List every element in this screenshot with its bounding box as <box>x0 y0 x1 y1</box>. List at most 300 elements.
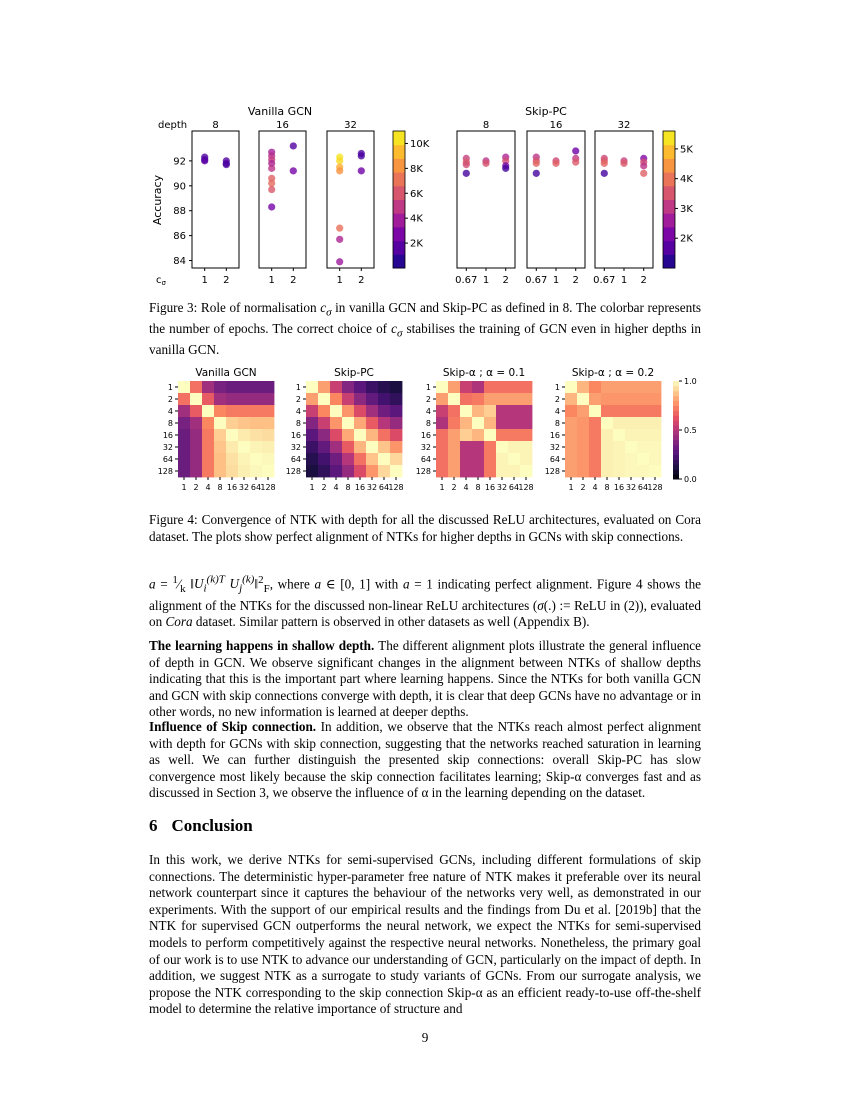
x-tick-label: 2 <box>193 483 199 492</box>
heatmap-cell <box>496 417 508 429</box>
facet-frame <box>595 131 653 268</box>
x-tick-label: 16 <box>613 483 625 492</box>
heatmap-cell <box>262 465 274 477</box>
heatmap-cell <box>178 453 190 465</box>
y-tick-label: 64 <box>162 455 173 464</box>
heatmap-cell <box>250 453 262 465</box>
heatmap-cell <box>601 441 613 453</box>
x-tick-label: 4 <box>333 483 339 492</box>
heatmap-cell <box>190 405 202 417</box>
x-tick-label: 128 <box>518 483 534 492</box>
heatmap-cell <box>318 381 330 393</box>
heatmap-cell <box>378 393 390 405</box>
heatmap-cell <box>190 441 202 453</box>
heatmap-cell <box>484 453 496 465</box>
colorbar-step <box>673 455 679 460</box>
heatmap-cell <box>214 405 226 417</box>
heatmap-cell <box>318 417 330 429</box>
heatmap-cell <box>202 441 214 453</box>
heatmap-cell <box>318 429 330 441</box>
heatmap-cell <box>178 405 190 417</box>
heatmap-cell <box>649 465 661 477</box>
heatmap-cell <box>214 441 226 453</box>
heatmap-cell <box>649 441 661 453</box>
heatmap-cell <box>436 417 448 429</box>
colorbar-step <box>673 386 679 391</box>
heatmap-cell <box>238 381 250 393</box>
heatmap-cell <box>601 465 613 477</box>
heatmap-cell <box>484 393 496 405</box>
x-tick-label: 64 <box>250 483 262 492</box>
heatmap-cell <box>448 417 460 429</box>
colorbar-step <box>663 131 675 145</box>
x-tick-label: 1 <box>201 275 208 286</box>
colorbar-step <box>673 474 679 479</box>
y-tick-label: 86 <box>173 231 186 243</box>
heatmap-cell <box>496 429 508 441</box>
x-tick-label: 8 <box>217 483 223 492</box>
heatmap-cell <box>637 453 649 465</box>
colorbar-step <box>393 213 405 227</box>
heatmap-cell <box>214 381 226 393</box>
x-tick-label: 1 <box>439 483 445 492</box>
heatmap-cell <box>366 405 378 417</box>
heatmap-cell <box>436 453 448 465</box>
colorbar-step <box>673 391 679 396</box>
heatmap-cell <box>390 441 402 453</box>
heatmap-cell <box>484 441 496 453</box>
y-tick-label: 1 <box>167 383 173 392</box>
heatmap-cell <box>448 381 460 393</box>
heatmap-cell <box>637 441 649 453</box>
heatmap-cell <box>577 417 589 429</box>
data-point <box>572 147 579 154</box>
heatmap-cell <box>238 393 250 405</box>
heatmap-cell <box>625 393 637 405</box>
heatmap-cell <box>226 429 238 441</box>
heatmap-cell <box>472 453 484 465</box>
heatmap-cell <box>226 465 238 477</box>
paragraph-skip-connection <box>149 719 701 802</box>
heatmap-cell <box>306 429 318 441</box>
data-point <box>601 160 608 167</box>
heatmap-cell <box>472 429 484 441</box>
heatmap-cell <box>378 429 390 441</box>
facet-frame <box>259 131 306 268</box>
y-tick-label: 32 <box>162 443 173 452</box>
data-point <box>620 160 627 167</box>
colorbar-step <box>673 450 679 455</box>
colorbar-step <box>393 186 405 200</box>
heatmap-cell <box>589 453 601 465</box>
heatmap-cell <box>436 441 448 453</box>
heatmap-cell <box>202 453 214 465</box>
heatmap-cell <box>318 453 330 465</box>
heatmap-cell <box>306 405 318 417</box>
heatmap-cell <box>508 453 520 465</box>
section-title: Conclusion <box>171 816 253 835</box>
heatmap-cell <box>306 465 318 477</box>
heatmap-cell <box>577 405 589 417</box>
row-label: depth <box>158 120 188 131</box>
x-tick-label: 2 <box>580 483 586 492</box>
heatmap-title: Skip-α ; α = 0.2 <box>571 367 655 379</box>
heatmap-cell <box>354 453 366 465</box>
facet-depth-label: 8 <box>212 120 219 131</box>
heatmap-cell <box>214 453 226 465</box>
heatmap-cell <box>354 405 366 417</box>
heatmap-cell <box>649 405 661 417</box>
heatmap-cell <box>306 453 318 465</box>
heatmap-cell <box>306 417 318 429</box>
heatmap-title: Skip-PC <box>334 367 374 379</box>
data-point <box>533 170 540 177</box>
heatmap-cell <box>448 465 460 477</box>
data-point <box>640 170 647 177</box>
colorbar-step <box>673 425 679 430</box>
heatmap-cell <box>589 405 601 417</box>
heatmap-cell <box>190 429 202 441</box>
colorbar-step <box>663 227 675 241</box>
colorbar-tick-label: 5K <box>680 144 693 156</box>
heatmap-cell <box>613 393 625 405</box>
heatmap-cell <box>565 405 577 417</box>
heatmap-cell <box>460 381 472 393</box>
heatmap-cell <box>342 393 354 405</box>
paragraph-conclusion: In this work, we derive NTKs for semi-supervised GCNs, including different formulations of skip connections. The deterministic hyper-parameter free nature of NTK makes it preferable over its neural network counterpart since it captures the behaviour of the networks very well, as demonstrated in our experiments. With the support of our empirical results and the findings from Du et al. [2019b] that the NTK for supervised GCN outperforms the neural network, we expect the NTKs for semi-supervised models to perform competitively against the respective neural networks. Nonetheless, the primary goal of our work is to use NTK to advance our understanding of GCN, particularly on the impact of depth. In addition, we suggest NTK as a surrogate to study variants of GCNs. From our surrogate analysis, we propose the NTK corresponding to the skip connection Skip-α as an efficient ready-to-use off-the-shelf model to determine the relative importance of structure and <box>149 852 701 1017</box>
x-tick-label: 16 <box>226 483 238 492</box>
heatmap-cell <box>202 417 214 429</box>
equation-paragraph: $a = ^1⁄_k$ $‖U_i^{(k)T}$ $U_j^{(k)}‖^2_F$, where a ∈ [0, 1] with a = 1 indicating perfect alignment. Figure 4 shows the alignment of the NTKs for the discussed non-linear ReLU architectures (σ(.) := ReLU in (2)), evaluated on Cora dataset. Similar pattern is observed in other datasets as well (Appendix B). <box>149 574 702 630</box>
heatmap-cell <box>520 381 532 393</box>
heatmap-cell <box>238 405 250 417</box>
colorbar-step <box>393 145 405 159</box>
heatmap-cell <box>589 465 601 477</box>
heatmap-cell <box>390 465 402 477</box>
heatmap-cell <box>342 429 354 441</box>
heatmap-cell <box>262 405 274 417</box>
heatmap-cell <box>366 465 378 477</box>
heatmap-cell <box>330 429 342 441</box>
heatmap-cell <box>366 453 378 465</box>
panel-title: Vanilla GCN <box>247 105 313 118</box>
colorbar-step <box>673 420 679 425</box>
colorbar-step <box>663 241 675 255</box>
heatmap-cell <box>262 417 274 429</box>
x-tick-label: 1 <box>181 483 187 492</box>
heatmap-cell <box>378 417 390 429</box>
heatmap-cell <box>354 465 366 477</box>
heatmap-cell <box>460 453 472 465</box>
heatmap-cell <box>496 441 508 453</box>
x-tick-label: 16 <box>354 483 366 492</box>
colorbar-step <box>673 401 679 406</box>
colorbar-step <box>673 445 679 450</box>
y-tick-label: 16 <box>290 431 301 440</box>
heatmap-cell <box>178 381 190 393</box>
x-axis-label: $c_\sigma$ <box>156 275 166 287</box>
x-tick-label: 1 <box>309 483 315 492</box>
heatmap-cell <box>649 453 661 465</box>
x-tick-label: 2 <box>640 275 647 286</box>
colorbar-step <box>673 459 679 464</box>
heatmap-cell <box>330 393 342 405</box>
heatmap-cell <box>577 393 589 405</box>
data-point <box>336 167 343 174</box>
heatmap-cell <box>520 453 532 465</box>
heatmap-cell <box>238 417 250 429</box>
heatmap-cell <box>484 417 496 429</box>
heatmap-cell <box>472 405 484 417</box>
heatmap-cell <box>637 417 649 429</box>
x-tick-label: 2 <box>451 483 457 492</box>
heatmap-cell <box>390 405 402 417</box>
x-tick-label: 1 <box>268 275 275 286</box>
heatmap-cell <box>520 393 532 405</box>
heatmap-cell <box>262 429 274 441</box>
colorbar-tick-label: 2K <box>410 238 423 250</box>
heatmap-cell <box>214 465 226 477</box>
figure-4-caption: Figure 4: Convergence of NTK with depth for all the discussed ReLU architectures, evaluated on Cora dataset. The plots show perfect alignment of NTKs for higher depths in GCNs with skip connections. <box>149 512 701 544</box>
heatmap-cell <box>613 381 625 393</box>
colorbar-step <box>393 158 405 172</box>
heatmap-cell <box>508 381 520 393</box>
heatmap-cell <box>342 465 354 477</box>
heatmap-cell <box>448 429 460 441</box>
y-tick-label: 2 <box>295 395 301 404</box>
data-point <box>463 161 470 168</box>
heatmap-cell <box>366 393 378 405</box>
colorbar-step <box>673 415 679 420</box>
data-point <box>358 167 365 174</box>
colorbar-step <box>393 227 405 241</box>
heatmap-cell <box>589 393 601 405</box>
heatmap-cell <box>250 405 262 417</box>
x-tick-label: 1 <box>620 275 628 286</box>
x-tick-label: 1 <box>336 275 343 286</box>
y-tick-label: 92 <box>173 156 186 168</box>
heatmap-cell <box>448 453 460 465</box>
facet-depth-label: 32 <box>617 120 631 131</box>
heatmap-cell <box>226 441 238 453</box>
heatmap-cell <box>520 465 532 477</box>
heatmap-cell <box>613 465 625 477</box>
heatmap-cell <box>613 429 625 441</box>
figure-4-heatmaps <box>140 362 730 500</box>
x-tick-label: 64 <box>637 483 649 492</box>
y-tick-label: 1 <box>425 383 431 392</box>
heatmap-cell <box>190 381 202 393</box>
heatmap-cell <box>250 417 262 429</box>
colorbar-step <box>393 254 405 268</box>
heatmap-cell <box>601 453 613 465</box>
heatmap-cell <box>378 441 390 453</box>
heatmap-cell <box>625 381 637 393</box>
data-point <box>640 162 647 169</box>
heatmap-cell <box>202 429 214 441</box>
heatmap-cell <box>214 393 226 405</box>
heatmap-cell <box>520 429 532 441</box>
x-tick-label: 1 <box>568 483 574 492</box>
heatmap-cell <box>226 405 238 417</box>
section-heading <box>149 816 267 836</box>
heatmap-cell <box>190 393 202 405</box>
heatmap-cell <box>354 381 366 393</box>
heatmap-cell <box>178 441 190 453</box>
heatmap-cell <box>226 381 238 393</box>
heatmap-cell <box>613 417 625 429</box>
heatmap-cell <box>306 441 318 453</box>
data-point <box>552 160 559 167</box>
y-tick-label: 8 <box>425 419 431 428</box>
heatmap-cell <box>625 417 637 429</box>
heatmap-cell <box>625 405 637 417</box>
data-point <box>358 152 365 159</box>
colorbar-step <box>663 158 675 172</box>
heatmap-cell <box>190 465 202 477</box>
heatmap-cell <box>436 393 448 405</box>
x-tick-label: 2 <box>502 275 509 286</box>
data-point <box>268 186 275 193</box>
y-tick-label: 8 <box>554 419 560 428</box>
heatmap-cell <box>214 429 226 441</box>
x-tick-label: 4 <box>463 483 469 492</box>
heatmap-cell <box>250 429 262 441</box>
heatmap-cell <box>250 381 262 393</box>
heatmap-cell <box>520 441 532 453</box>
y-tick-label: 4 <box>167 407 173 416</box>
y-tick-label: 4 <box>554 407 560 416</box>
heatmap-cell <box>436 465 448 477</box>
data-point <box>268 165 275 172</box>
x-tick-label: 2 <box>223 275 230 286</box>
data-point <box>290 167 297 174</box>
heatmap-cell <box>589 429 601 441</box>
colorbar-step <box>673 464 679 469</box>
colorbar-step <box>393 200 405 214</box>
heatmap-cell <box>460 393 472 405</box>
colorbar-step <box>673 469 679 474</box>
y-tick-label: 8 <box>167 419 173 428</box>
heatmap-cell <box>520 405 532 417</box>
heatmap-title: Skip-α ; α = 0.1 <box>442 367 526 379</box>
heatmap-cell <box>637 393 649 405</box>
colorbar-step <box>673 440 679 445</box>
heatmap-cell <box>565 393 577 405</box>
heatmap-cell <box>601 429 613 441</box>
heatmap-cell <box>342 417 354 429</box>
heatmap-cell <box>577 465 589 477</box>
paragraph-heading: The learning happens in shallow depth. <box>149 638 375 653</box>
y-tick-label: 32 <box>420 443 431 452</box>
colorbar-tick-label: 0.0 <box>684 475 697 484</box>
y-tick-label: 4 <box>425 407 431 416</box>
heatmap-cell <box>342 405 354 417</box>
heatmap-cell <box>436 405 448 417</box>
heatmap-cell <box>496 381 508 393</box>
paragraph-shallow-depth <box>149 638 701 721</box>
data-point <box>502 165 509 172</box>
page-number: 9 <box>421 1030 429 1045</box>
heatmap-cell <box>178 429 190 441</box>
colorbar-step <box>393 241 405 255</box>
heatmap-cell <box>484 429 496 441</box>
heatmap-cell <box>226 393 238 405</box>
heatmap-cell <box>484 381 496 393</box>
y-tick-label: 88 <box>173 206 186 218</box>
y-tick-label: 16 <box>420 431 431 440</box>
x-tick-label: 4 <box>592 483 598 492</box>
heatmap-cell <box>496 405 508 417</box>
heatmap-cell <box>625 453 637 465</box>
heatmap-cell <box>601 393 613 405</box>
x-tick-label: 128 <box>647 483 663 492</box>
x-tick-label: 32 <box>496 483 508 492</box>
figure-3-scatter <box>140 98 730 290</box>
heatmap-cell <box>448 393 460 405</box>
heatmap-cell <box>178 465 190 477</box>
heatmap-cell <box>378 453 390 465</box>
y-tick-label: 64 <box>290 455 301 464</box>
heatmap-cell <box>496 453 508 465</box>
heatmap-cell <box>354 393 366 405</box>
heatmap-cell <box>565 381 577 393</box>
heatmap-cell <box>649 429 661 441</box>
x-tick-label: 0.67 <box>455 275 478 286</box>
colorbar-step <box>393 172 405 186</box>
heatmap-cell <box>390 381 402 393</box>
data-point <box>336 236 343 243</box>
data-point <box>601 170 608 177</box>
heatmap-cell <box>601 417 613 429</box>
heatmap-cell <box>238 453 250 465</box>
facet-depth-label: 16 <box>549 120 563 131</box>
heatmap-cell <box>496 465 508 477</box>
data-point <box>223 161 230 168</box>
heatmap-cell <box>202 405 214 417</box>
heatmap-cell <box>625 465 637 477</box>
y-tick-label: 32 <box>290 443 301 452</box>
colorbar-step <box>663 172 675 186</box>
heatmap-cell <box>508 393 520 405</box>
heatmap-cell <box>250 465 262 477</box>
heatmap-cell <box>637 465 649 477</box>
heatmap-cell <box>378 405 390 417</box>
colorbar-tick-label: 2K <box>680 233 693 245</box>
heatmap-cell <box>577 429 589 441</box>
heatmap-cell <box>330 441 342 453</box>
data-point <box>482 160 489 167</box>
facet-frame <box>327 131 374 268</box>
colorbar-step <box>673 430 679 435</box>
y-axis-label: Accuracy <box>151 174 164 226</box>
heatmap-cell <box>330 465 342 477</box>
heatmap-cell <box>178 393 190 405</box>
heatmap-cell <box>238 429 250 441</box>
colorbar-tick-label: 10K <box>410 138 430 150</box>
heatmap-cell <box>448 405 460 417</box>
y-tick-label: 128 <box>415 467 431 476</box>
heatmap-cell <box>366 381 378 393</box>
y-tick-label: 1 <box>295 383 301 392</box>
colorbar-step <box>663 186 675 200</box>
data-point <box>572 159 579 166</box>
x-tick-label: 2 <box>290 275 297 286</box>
y-tick-label: 8 <box>295 419 301 428</box>
heatmap-cell <box>577 381 589 393</box>
heatmap-cell <box>472 393 484 405</box>
data-point <box>336 225 343 232</box>
